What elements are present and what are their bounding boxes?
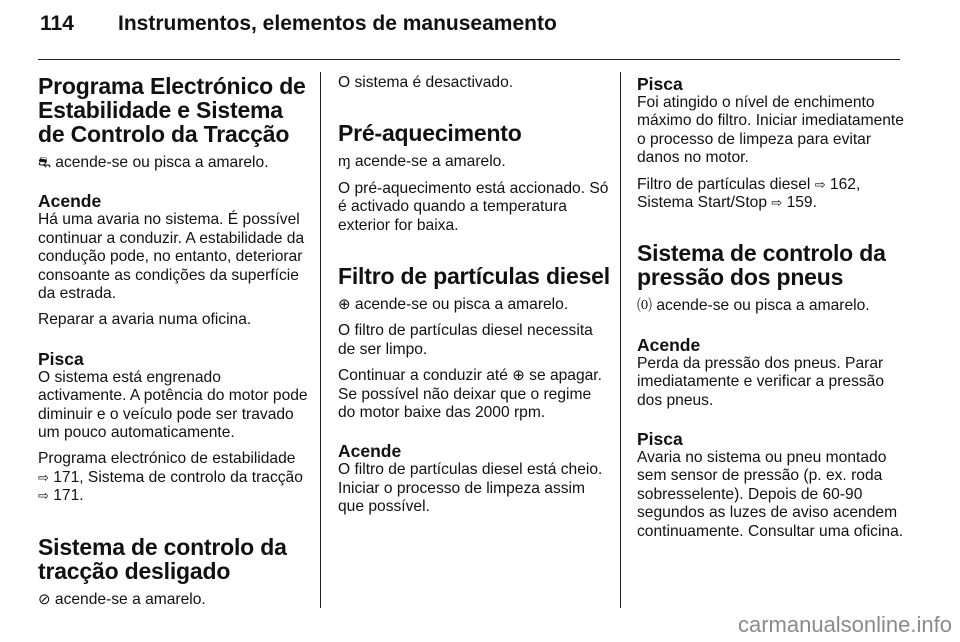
page-arrow-icon: ⇨	[38, 488, 49, 504]
paragraph: Continuar a conduzir até ⊕ se apagar. Se possível não deixar que o regime do motor baixe das 2000 rpm.	[338, 367, 602, 422]
tc-off-icon: ⊘	[38, 590, 51, 608]
paragraph: O sistema é desactivado.	[338, 74, 514, 91]
column-3	[637, 74, 909, 549]
cross-reference: Programa electrónico de estabilidade ⇨ 171, Sistema de controlo da tracção ⇨ 171.	[38, 450, 303, 505]
esp-warning-icon: ⛐	[38, 154, 51, 171]
tc-text: acende-se a amarelo.	[50, 590, 206, 608]
column-1	[38, 74, 310, 617]
subheading-acende: Acende	[38, 191, 102, 212]
section-heading-preaquecimento: Pré-aquecimento	[338, 120, 522, 147]
tire-pressure-icon: ⒪	[637, 297, 653, 315]
paragraph: O sistema está engrenado activamente. A potência do motor pode diminuir e o veículo pode ser travado um pouco automaticamente.	[38, 368, 308, 442]
paragraph: Perda da pressão dos pneus. Parar imediatamente e verificar a pressão dos pneus.	[637, 354, 885, 409]
page-arrow-icon: ⇨	[38, 469, 49, 485]
page-number: 114	[40, 12, 74, 35]
section-heading-tpms: Sistema de controlo da pressão dos pneus	[637, 240, 886, 291]
esp-text: acende-se ou pisca a amarelo.	[50, 154, 269, 171]
paragraph: Foi atingido o nível de enchimento máximo do filtro. Iniciar imediatamente o processo de limpeza para evitar danos no motor.	[637, 94, 904, 167]
diesel-filter-icon: ⊕	[338, 296, 351, 314]
subheading-pisca: Pisca	[637, 74, 683, 94]
running-title: Instrumentos, elementos de manuseamento	[118, 12, 557, 35]
page-header	[38, 0, 900, 60]
subheading-pisca: Pisca	[38, 348, 84, 369]
subheading-acende: Acende	[338, 441, 402, 462]
paragraph: Reparar a avaria numa oficina.	[38, 311, 252, 329]
glow-plug-icon: ɱ	[338, 153, 351, 171]
watermark: carmanualsonline.info	[737, 612, 952, 637]
paragraph: Avaria no sistema ou pneu montado sem sensor de pressão (p. ex. roda sobresselente). Depois de 60-90 segundos as luzes de aviso acendem continuamente. Consultar uma oficina.	[637, 449, 904, 540]
column-divider	[320, 72, 321, 608]
section-heading-tc-off: Sistema de controlo da tracção desligado	[38, 533, 287, 584]
tpms-text: acende-se ou pisca a amarelo.	[652, 297, 870, 315]
page-arrow-icon: ⇨	[814, 176, 826, 192]
column-divider	[620, 72, 621, 608]
paragraph: O pré-aquecimento está accionado. Só é activado quando a temperatura exterior for baixa.	[338, 179, 609, 234]
pre-text: acende-se a amarelo.	[350, 153, 506, 171]
section-heading-esp: Programa Electrónico de Estabilidade e Sistema de Controlo da Tracção	[38, 73, 306, 147]
page-arrow-icon: ⇨	[771, 195, 783, 211]
subheading-acende: Acende	[637, 334, 701, 355]
section-heading-filtro: Filtro de partículas diesel	[338, 263, 610, 290]
paragraph: O filtro de partículas diesel necessita de ser limpo.	[338, 322, 593, 358]
column-2	[338, 74, 610, 525]
cross-reference: Filtro de partículas diesel ⇨ 162, Sistema Start/Stop ⇨ 159.	[637, 175, 861, 212]
diesel-filter-icon: ⊕	[512, 367, 525, 385]
dpf-text: acende-se ou pisca a amarelo.	[350, 296, 569, 314]
subheading-pisca: Pisca	[637, 429, 683, 450]
paragraph: O filtro de partículas diesel está cheio. Iniciar o processo de limpeza assim que possível.	[338, 461, 603, 516]
paragraph: Há uma avaria no sistema. É possível continuar a conduzir. A estabilidade da condução pode, no entanto, deteriorar consoante as condições da superfície da estrada.	[38, 211, 305, 303]
